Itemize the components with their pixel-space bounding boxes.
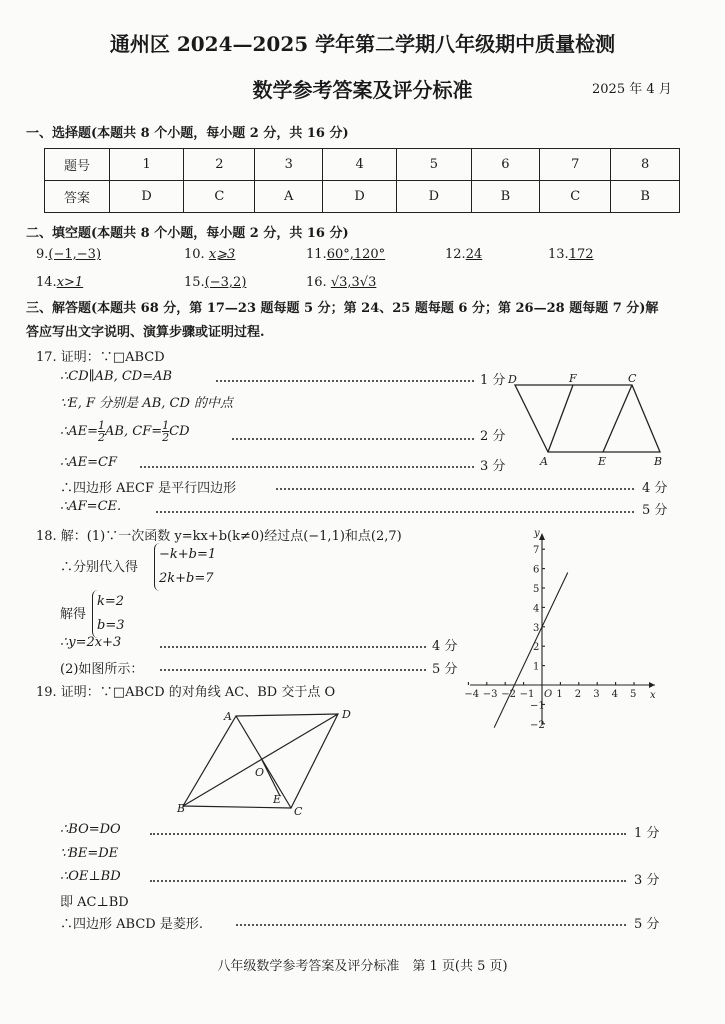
score: 5 分 bbox=[432, 662, 458, 677]
solution-system: k=2 b=3 bbox=[92, 590, 125, 638]
y-tick-label: 5 bbox=[533, 584, 540, 595]
q17-line: ∴AE=CF bbox=[60, 455, 118, 470]
table-header-cell: 答案 bbox=[45, 181, 110, 213]
fill-item: 15.(−3,2) bbox=[184, 275, 247, 290]
y-tick-label: −2 bbox=[530, 719, 545, 731]
section2-heading: 二、填空题(本题共 8 个小题，每小题 2 分，共 16 分) bbox=[26, 226, 349, 241]
label-E: E bbox=[273, 793, 282, 806]
score: 3 分 bbox=[634, 873, 660, 888]
x-tick-label: 4 bbox=[611, 689, 618, 700]
doc-title: 通州区 2024—2025 学年第二学期八年级期中质量检测 bbox=[109, 32, 616, 56]
x-tick-label: −3 bbox=[482, 689, 498, 700]
table-cell: B bbox=[611, 181, 680, 213]
table-cell: 6 bbox=[471, 149, 540, 181]
x-tick-label: −4 bbox=[464, 689, 480, 700]
table-cell: 2 bbox=[184, 149, 255, 181]
fill-item: 11.60°,120° bbox=[306, 247, 386, 262]
label-B: B bbox=[654, 455, 663, 468]
table-cell: A bbox=[255, 181, 323, 213]
q17-line: ∴四边形 AECF 是平行四边形 bbox=[60, 481, 237, 496]
q19-line: ∵BE=DE bbox=[60, 846, 119, 861]
table-header-cell: 题号 bbox=[45, 149, 110, 181]
table-cell: 8 bbox=[611, 149, 680, 181]
score: 4 分 bbox=[432, 639, 458, 654]
q17-line: ∵E, F 分别是 AB, CD 的中点 bbox=[60, 396, 234, 411]
score: 1 分 bbox=[634, 826, 660, 841]
doc-subtitle: 数学参考答案及评分标准 bbox=[252, 78, 473, 102]
fill-item: 12.24 bbox=[445, 247, 483, 262]
y-tick-label: −1 bbox=[530, 700, 545, 712]
table-cell: 5 bbox=[397, 149, 471, 181]
table-cell: D bbox=[397, 181, 471, 213]
label-C: C bbox=[628, 372, 637, 385]
section1-heading: 一、选择题(本题共 8 个小题，每小题 2 分，共 16 分) bbox=[26, 126, 349, 141]
section3-heading: 三、解答题(本题共 68 分，第 17—23 题每题 5 分；第 24、25 题每题 6 分；第 26—28 题每题 7 分)解 bbox=[26, 301, 659, 316]
label-A: A bbox=[224, 710, 232, 723]
score: 4 分 bbox=[642, 481, 668, 496]
y-tick-label: 1 bbox=[533, 661, 540, 673]
q19-rhombus-figure bbox=[183, 714, 338, 808]
y-tick-label: 3 bbox=[533, 622, 540, 634]
table-cell: D bbox=[110, 181, 184, 213]
q19-line: 即 AC⊥BD bbox=[60, 895, 129, 910]
fill-item: 13.172 bbox=[548, 247, 594, 262]
y-tick-label: 6 bbox=[533, 564, 540, 576]
score: 1 分 bbox=[480, 373, 506, 388]
table-cell: 1 bbox=[110, 149, 184, 181]
label-C: C bbox=[294, 805, 303, 818]
doc-date: 2025 年 4 月 bbox=[592, 82, 672, 97]
q19-line: ∴四边形 ABCD 是菱形. bbox=[60, 917, 203, 932]
y-axis-label: y bbox=[534, 528, 540, 539]
table-cell: B bbox=[471, 181, 540, 213]
x-tick-label: −2 bbox=[501, 689, 516, 700]
y-tick-label: 4 bbox=[533, 603, 540, 615]
fill-item: 16. √3,3√3 bbox=[306, 275, 377, 290]
q18-line: 18. 解：(1)∵一次函数 y=kx+b(k≠0)经过点(−1,1)和点(2,7) bbox=[36, 529, 402, 544]
fill-item: 14.x>1 bbox=[36, 275, 84, 290]
y-tick-label: 7 bbox=[533, 545, 540, 557]
origin-label: O bbox=[544, 689, 553, 700]
section3-heading-cont: 答应写出文字说明、演算步骤或证明过程. bbox=[26, 325, 265, 340]
q19-line: ∴BO=DO bbox=[60, 822, 121, 837]
label-F: F bbox=[569, 372, 577, 385]
page-footer: 八年级数学参考答案及评分标准 第 1 页(共 5 页) bbox=[217, 959, 508, 974]
x-arrow bbox=[649, 682, 655, 688]
label-O: O bbox=[255, 766, 265, 779]
q19-line: 19. 证明：∵□ABCD 的对角线 AC、BD 交于点 O bbox=[36, 685, 336, 700]
q17-line: 17. 证明：∵□ABCD bbox=[36, 350, 165, 365]
label-E: E bbox=[598, 455, 607, 468]
q18-line: ∴y=2x+3 bbox=[60, 635, 122, 650]
table-cell: D bbox=[322, 181, 396, 213]
y-arrow bbox=[539, 533, 545, 540]
q17-line: ∴CD∥AB, CD=AB bbox=[60, 369, 173, 384]
x-tick-label: 2 bbox=[574, 689, 582, 700]
score: 3 分 bbox=[480, 459, 506, 474]
q17-parallelogram-figure bbox=[515, 385, 660, 452]
score: 5 分 bbox=[634, 917, 660, 932]
x-axis-label: x bbox=[650, 690, 656, 701]
x-tick-label: 1 bbox=[556, 689, 563, 700]
score: 2 分 bbox=[480, 429, 506, 444]
fill-item: 9.(−1,−3) bbox=[36, 247, 102, 262]
label-D: D bbox=[342, 708, 351, 721]
q17-line: ∴AE= $\frac{1}{2}$ AB, CF= $\frac{1}{2}$ CD bbox=[60, 419, 190, 444]
table-cell: 3 bbox=[255, 149, 323, 181]
label-D: D bbox=[508, 373, 517, 386]
table-cell: 4 bbox=[322, 149, 396, 181]
x-tick-label: 3 bbox=[593, 689, 600, 700]
table-cell: 7 bbox=[540, 149, 611, 181]
q18-line: (2)如图所示： bbox=[60, 662, 144, 677]
y-tick-label: 2 bbox=[533, 642, 540, 654]
label-A: A bbox=[540, 455, 548, 468]
q17-line: ∴AF=CE. bbox=[60, 499, 122, 514]
label-B: B bbox=[177, 802, 186, 815]
q19-line: ∴OE⊥BD bbox=[60, 869, 121, 884]
x-tick-label: −1 bbox=[519, 689, 535, 700]
q18-line: 解得 bbox=[60, 607, 87, 622]
score: 5 分 bbox=[642, 503, 668, 518]
q18-line: ∴分别代入得 bbox=[60, 560, 139, 575]
fill-item: 10. x⩾3 bbox=[184, 247, 236, 262]
equation-system: −k+b=1 2k+b=7 bbox=[154, 543, 216, 591]
x-tick-label: 5 bbox=[630, 689, 637, 700]
q18-line-graph bbox=[464, 528, 656, 731]
table-cell: C bbox=[540, 181, 611, 213]
table-cell: C bbox=[184, 181, 255, 213]
